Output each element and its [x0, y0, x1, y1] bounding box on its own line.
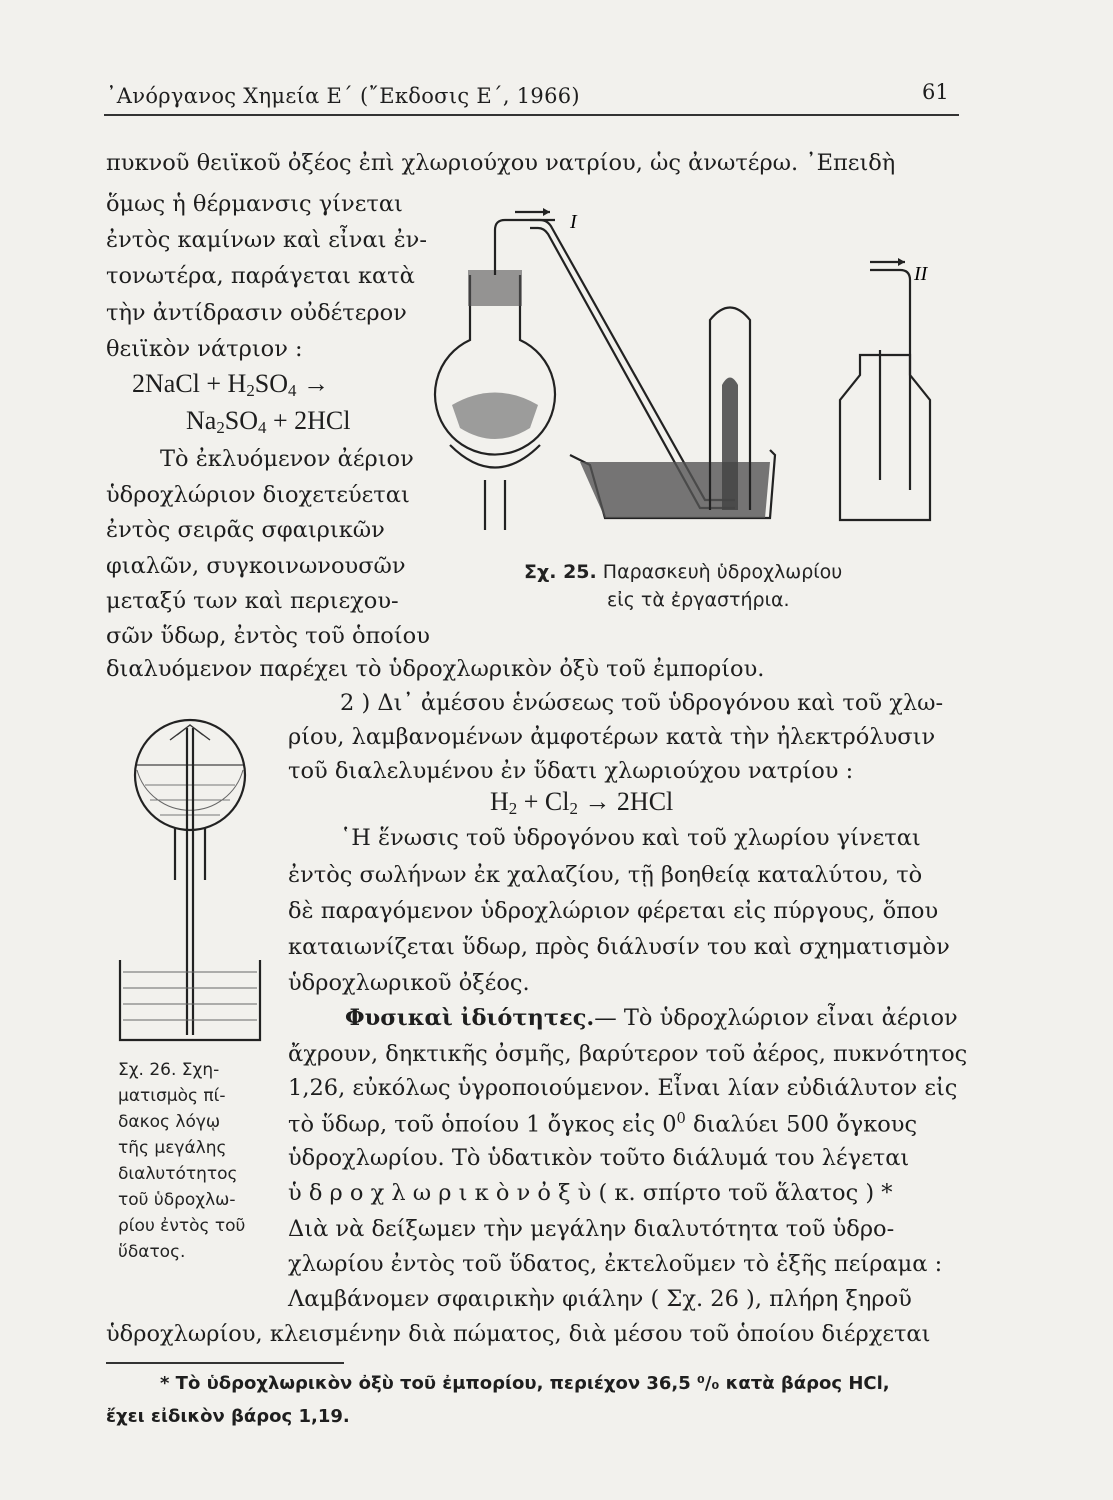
p4-line1: ῾Η ἕνωσις τοῦ ὑδρογόνου καὶ τοῦ χλωρίου γίνεται — [340, 825, 921, 851]
page-number: 61 — [922, 80, 949, 104]
section-heading: Φυσικαὶ ἰδιότητες. — [345, 1005, 595, 1031]
footnote-line2: ἔχει εἰδικὸν βάρος 1,19. — [106, 1406, 350, 1427]
p3-line1: 2 ) Δι᾿ ἀμέσου ἑνώσεως τοῦ ὑδρογόνου καὶ τοῦ χλω- — [340, 690, 944, 716]
figure-25-apparatus — [430, 200, 970, 540]
p5-line9: Λαμβάνομεν σφαιρικὴν φιάλην ( Σχ. 26 ), πλήρη ξηροῦ — [288, 1286, 912, 1312]
header-rule — [104, 114, 959, 116]
figure-26-caption-line3: δακος λόγῳ — [118, 1112, 221, 1132]
p5-line10: ὑδροχλωρίου, κλεισμένην διὰ πώματος, διὰ μέσου τοῦ ὁποίου διέρχεται — [106, 1321, 931, 1347]
p5-line4: τὸ ὕδωρ, τοῦ ὁποίου 1 ὄγκος εἰς $0^0$ διαλύει 500 ὄγκους — [288, 1110, 918, 1138]
p4-line2: ἐντὸς σωλήνων ἐκ χαλαζίου, τῇ βοηθείᾳ καταλύτου, τὸ — [288, 862, 923, 888]
label-i: I — [570, 211, 577, 233]
figure-26-caption-line6: τοῦ ὑδροχλω- — [118, 1190, 236, 1210]
p2-line1: Τὸ ἐκλυόμενον ἀέριον — [160, 446, 414, 472]
delivery-tube — [530, 220, 735, 500]
reaction1-line1: 2NaCl + $H_2SO_4$ → — [132, 369, 329, 401]
reaction1-line2: $Na_2SO_4 + 2HCl$ — [186, 406, 351, 438]
flask-tube — [495, 220, 555, 275]
p3-line3: τοῦ διαλελυμένου ἐν ὕδατι χλωριούχου νατρίου : — [288, 758, 854, 784]
p2-line6: σῶν ὕδωρ, ἐντὸς τοῦ ὁποίου — [106, 623, 430, 649]
footnote-line1: * Τὸ ὑδροχλωρικὸν ὀξὺ τοῦ ἐμπορίου, περιέχον 36,5 ⁰/₀ κατὰ βάρος HCl, — [160, 1373, 890, 1394]
p1-line5: τὴν ἀντίδρασιν οὐδέτερον — [106, 300, 407, 326]
p1-line2: ὅμως ἡ θέρμανσις γίνεται — [106, 191, 403, 217]
flask-neck — [175, 828, 205, 880]
flask-contents — [452, 393, 538, 440]
p2-line5: μεταξύ των καὶ περιεχου- — [106, 588, 399, 614]
figure-26-caption-line8: ὕδατος. — [118, 1242, 186, 1262]
p1-line6: θειϊκὸν νάτριον : — [106, 336, 303, 362]
footnote-rule — [106, 1362, 344, 1364]
figure-26-fountain — [115, 710, 265, 1050]
reaction-arrow: → — [302, 369, 329, 398]
p5-line5: ὑδροχλωρίου. Τὸ ὑδατικὸν τοῦτο διάλυμά του λέγεται — [288, 1145, 910, 1171]
p5-line8: χλωρίου ἐντὸς τοῦ ὕδατος, ἐκτελοῦμεν τὸ ἑξῆς πείραμα : — [288, 1251, 943, 1277]
p5-line6: ὑ δ ρ ο χ λ ω ρ ι κ ὸ ν ὀ ξ ὺ ( κ. σπίρτο τοῦ ἅλατος ) * — [288, 1180, 893, 1206]
reaction-arrow: → — [584, 787, 611, 816]
running-header-title: ᾿Ανόργανος Χημεία Ε΄ (῎Εκδοσις Ε΄, 1966) — [106, 84, 580, 108]
p1-line1: πυκνοῦ θειϊκοῦ ὀξέος ἐπὶ χλωριούχου νατρίου, ὡς ἀνωτέρω. ᾿Επειδὴ — [106, 150, 896, 176]
p2-line2: ὑδροχλώριον διοχετεύεται — [106, 482, 410, 508]
p2-line3: ἐντὸς σειρᾶς σφαιρικῶν — [106, 517, 385, 543]
p4-line3: δὲ παραγόμενον ὑδροχλώριον φέρεται εἰς πύργους, ὅπου — [288, 898, 939, 924]
round-flask — [135, 720, 245, 830]
figure-25-caption-line1: Σχ. 25. Παρασκευὴ ὑδροχλωρίου — [524, 561, 843, 583]
figure-26-caption-line1: Σχ. 26. Σχη- — [118, 1060, 220, 1080]
p3-line2: ρίου, λαμβανομένων ἀμφοτέρων κατὰ τὴν ἠλεκτρόλυσιν — [288, 724, 936, 750]
label-ii: II — [914, 263, 928, 285]
fountain-tube — [187, 728, 193, 1035]
figure-26-caption-line4: τῆς μεγάλης — [118, 1138, 227, 1158]
reaction2: $H_2 + Cl_2 \to 2HCl$ — [490, 787, 674, 819]
p2-line4: φιαλῶν, συγκοινωνουσῶν — [106, 553, 406, 579]
p5-line7: Διὰ νὰ δείξωμεν τὴν μεγάλην διαλυτότητα τοῦ ὑδρο- — [288, 1216, 895, 1242]
figure-26-caption-line7: ρίου ἐντὸς τοῦ — [118, 1216, 246, 1236]
wash-bottle — [840, 355, 930, 520]
p5-line2: ἄχρουν, δηκτικῆς ὀσμῆς, βαρύτερον τοῦ ἀέρος, πυκνότητος — [288, 1041, 968, 1067]
p5-line3: 1,26, εὐκόλως ὑγροποιούμενον. Εἶναι λίαν εὐδιάλυτον εἰς — [288, 1075, 958, 1101]
figure-26-caption-line5: διαλυτότητος — [118, 1164, 238, 1184]
p1-line3: ἐντὸς καμίνων καὶ εἶναι ἐν- — [106, 227, 427, 253]
flask-stopper — [468, 270, 522, 306]
p2-line7: διαλυόμενον παρέχει τὸ ὑδροχλωρικὸν ὀξὺ τοῦ ἐμπορίου. — [106, 656, 765, 682]
figure-26-caption-line2: ματισμὸς πί- — [118, 1086, 226, 1106]
p5-line1: Φυσικαὶ ἰδιότητες.— Τὸ ὑδροχλώριον εἶναι ἀέριον — [345, 1005, 958, 1031]
p4-line4: καταιωνίζεται ὕδωρ, πρὸς διάλυσίν του καὶ σχηματισμὸν — [288, 934, 950, 960]
figure-25-caption-line2: εἰς τὰ ἐργαστήρια. — [607, 589, 790, 611]
p1-line4: τονωτέρα, παράγεται κατὰ — [106, 263, 415, 289]
p4-line5: ὑδροχλωρικοῦ ὀξέος. — [288, 970, 530, 996]
